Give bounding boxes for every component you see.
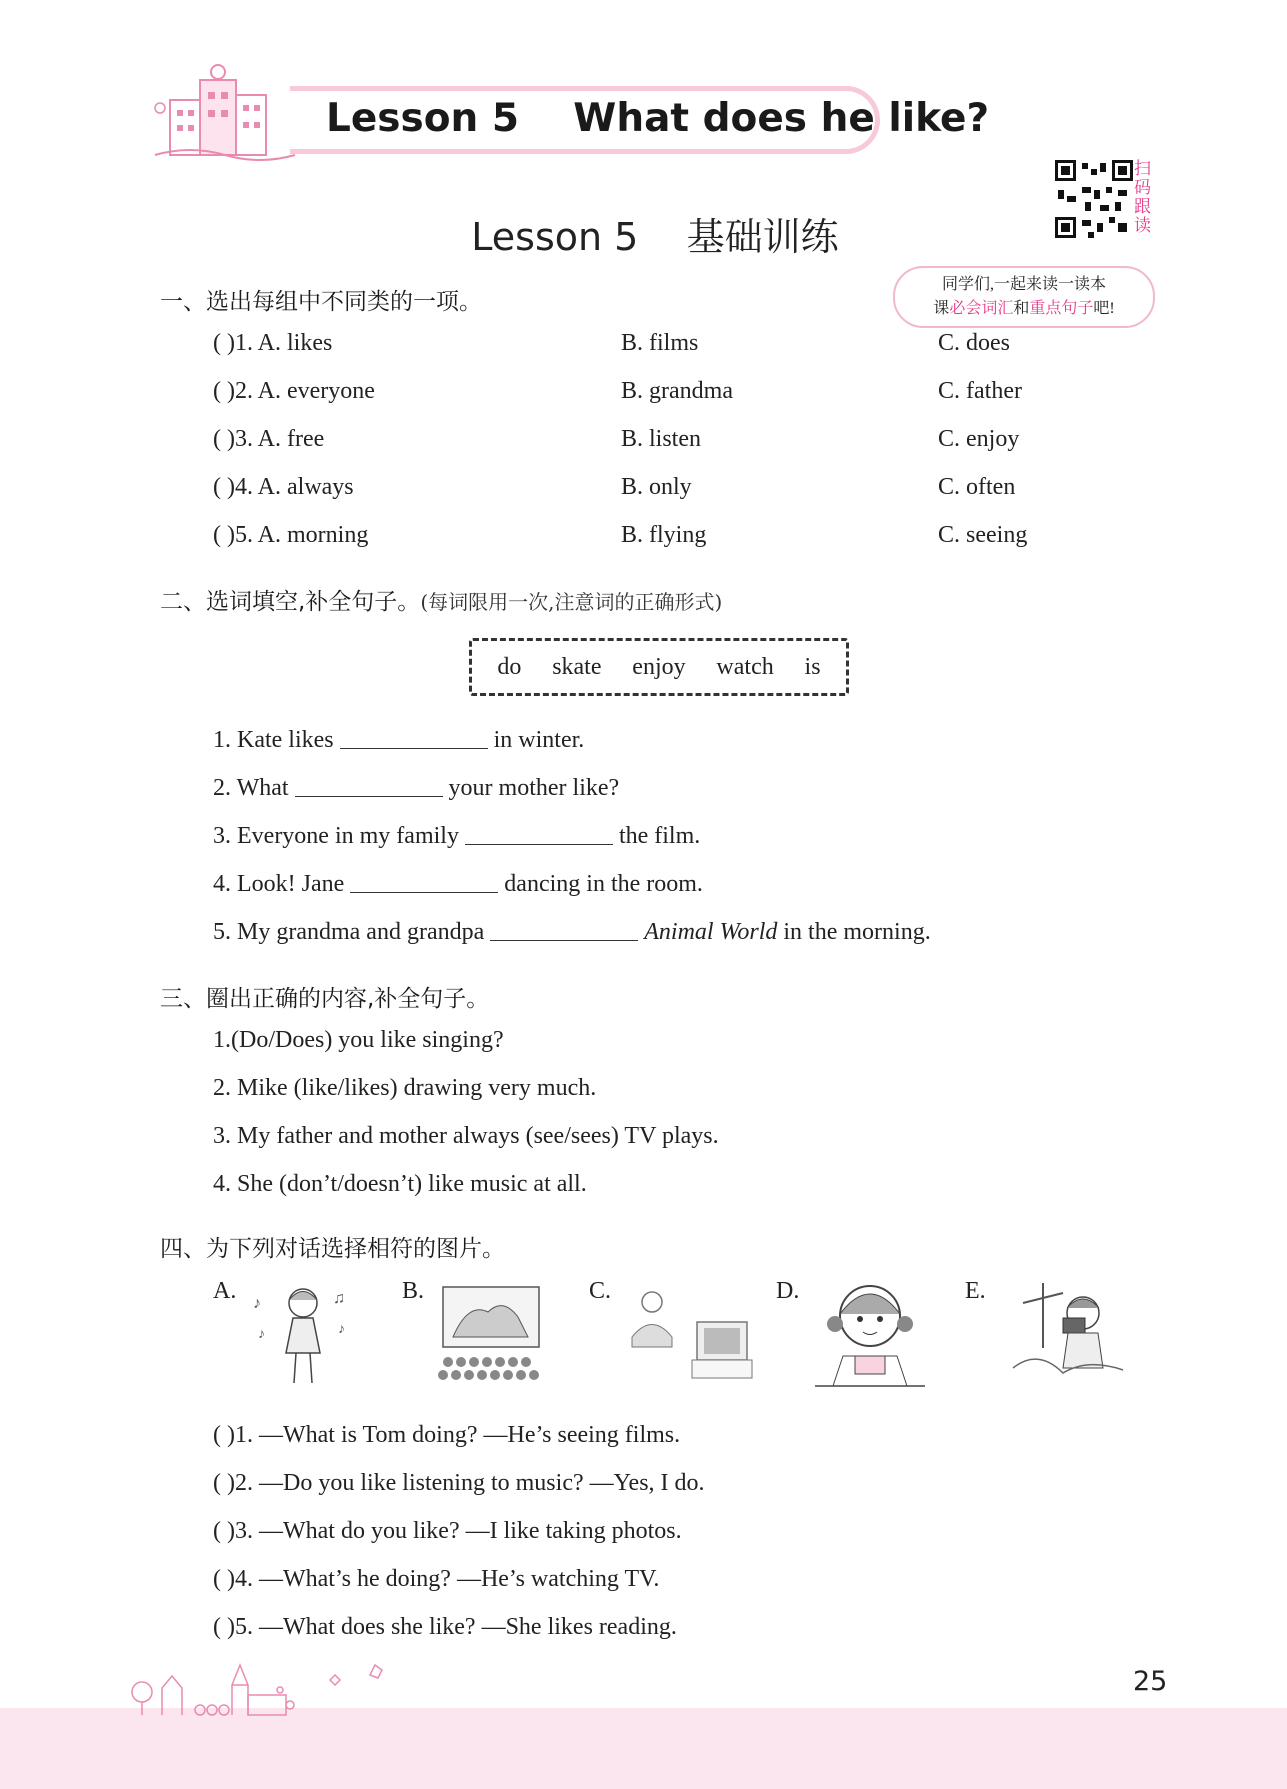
s2-question-2: 2. What your mother like?: [213, 775, 620, 801]
word-bank-word: is: [804, 653, 821, 680]
section-1-title: 一、选出每组中不同类的一项。: [160, 289, 482, 315]
s3-item-4[interactable]: 4. She (don’t/doesn’t) like music at all.: [213, 1171, 587, 1197]
qr-label: 扫码跟读: [1134, 159, 1151, 236]
s3-item-3[interactable]: 3. My father and mother always (see/sees) TV plays.: [213, 1123, 719, 1149]
s1-item-4-b: B. only: [621, 474, 692, 500]
word-bank-word: do: [497, 653, 522, 680]
s4-item-4[interactable]: ( )4. —What’s he doing? —He’s watching TV.: [213, 1566, 660, 1592]
page-number: 25: [1133, 1666, 1168, 1697]
answer-blank[interactable]: [295, 795, 443, 797]
s2-question-4: 4. Look! Jane dancing in the room.: [213, 871, 703, 897]
picture-a-girl-singing[interactable]: [248, 1278, 358, 1390]
s1-item-1-a[interactable]: ( )1. A. likes: [213, 330, 333, 356]
speech-bubble: [893, 266, 1155, 328]
answer-blank[interactable]: [340, 747, 488, 749]
s1-item-2-b: B. grandma: [621, 378, 733, 404]
picture-b-cinema[interactable]: [433, 1282, 549, 1386]
picture-label-a: A.: [213, 1278, 237, 1304]
s1-item-4-c: C. often: [938, 474, 1016, 500]
section-2-title: 二、选词填空,补全句子。(每词限用一次,注意词的正确形式): [160, 589, 723, 615]
s4-item-5[interactable]: ( )5. —What does she like? —She likes reading.: [213, 1614, 677, 1640]
picture-label-b: B.: [402, 1278, 425, 1304]
answer-blank[interactable]: [465, 843, 613, 845]
s1-item-4-a[interactable]: ( )4. A. always: [213, 474, 354, 500]
s3-item-1[interactable]: 1.(Do/Does) you like singing?: [213, 1027, 504, 1053]
word-bank-box: [469, 638, 849, 696]
bubble-line-1: 同学们,一起来读一读本: [941, 276, 1106, 293]
picture-label-c: C.: [589, 1278, 612, 1304]
s1-item-3-c: C. enjoy: [938, 426, 1020, 452]
s2-question-1: 1. Kate likes in winter.: [213, 727, 585, 753]
s4-item-1[interactable]: ( )1. —What is Tom doing? —He’s seeing films.: [213, 1422, 681, 1448]
lesson-title: Lesson 5 What does he like?: [326, 96, 990, 141]
s3-item-2[interactable]: 2. Mike (like/likes) drawing very much.: [213, 1075, 597, 1101]
s2-question-3: 3. Everyone in my family the film.: [213, 823, 701, 849]
lesson-subtitle: Lesson 5 基础训练: [471, 215, 839, 259]
s1-item-1-c: C. does: [938, 330, 1010, 356]
svg-text:♪: ♪: [253, 1295, 261, 1312]
word-bank-word: watch: [716, 653, 774, 680]
s4-item-3[interactable]: ( )3. —What do you like? —I like taking photos.: [213, 1518, 682, 1544]
s1-item-5-b: B. flying: [621, 522, 707, 548]
picture-d-girl-reading[interactable]: [813, 1274, 927, 1392]
picture-label-d: D.: [776, 1278, 800, 1304]
section-2-note: (每词限用一次,注意词的正确形式): [420, 590, 723, 614]
footer-band: [0, 1708, 1287, 1789]
bubble-line-2: 课必会词汇和重点句子吧!: [933, 300, 1115, 317]
s4-item-2[interactable]: ( )2. —Do you like listening to music? —Yes, I do.: [213, 1470, 705, 1496]
section-4-title: 四、为下列对话选择相符的图片。: [160, 1236, 505, 1262]
answer-blank[interactable]: [350, 891, 498, 893]
s1-item-3-a[interactable]: ( )3. A. free: [213, 426, 325, 452]
svg-text:♪: ♪: [338, 1322, 345, 1337]
picture-label-e: E.: [965, 1278, 986, 1304]
answer-blank[interactable]: [490, 939, 638, 941]
s1-item-5-c: C. seeing: [938, 522, 1028, 548]
word-bank-word: skate: [552, 653, 602, 680]
s1-item-2-a[interactable]: ( )2. A. everyone: [213, 378, 375, 404]
s2-question-5: 5. My grandma and grandpa Animal World in the morning.: [213, 919, 931, 945]
picture-e-taking-photos[interactable]: [1008, 1278, 1128, 1386]
section-3-title: 三、圈出正确的内容,补全句子。: [160, 986, 490, 1012]
s1-item-5-a[interactable]: ( )5. A. morning: [213, 522, 369, 548]
header-building-illustration: [150, 60, 300, 172]
svg-text:♫: ♫: [333, 1290, 345, 1307]
s1-item-2-c: C. father: [938, 378, 1022, 404]
svg-text:♪: ♪: [258, 1327, 265, 1342]
s1-item-1-b: B. films: [621, 330, 699, 356]
footer-town-illustration: [120, 1650, 400, 1720]
s1-item-3-b: B. listen: [621, 426, 702, 452]
picture-c-watching-tv[interactable]: [622, 1282, 754, 1382]
qr-code-icon[interactable]: [1055, 160, 1133, 238]
word-bank-word: enjoy: [632, 653, 686, 680]
